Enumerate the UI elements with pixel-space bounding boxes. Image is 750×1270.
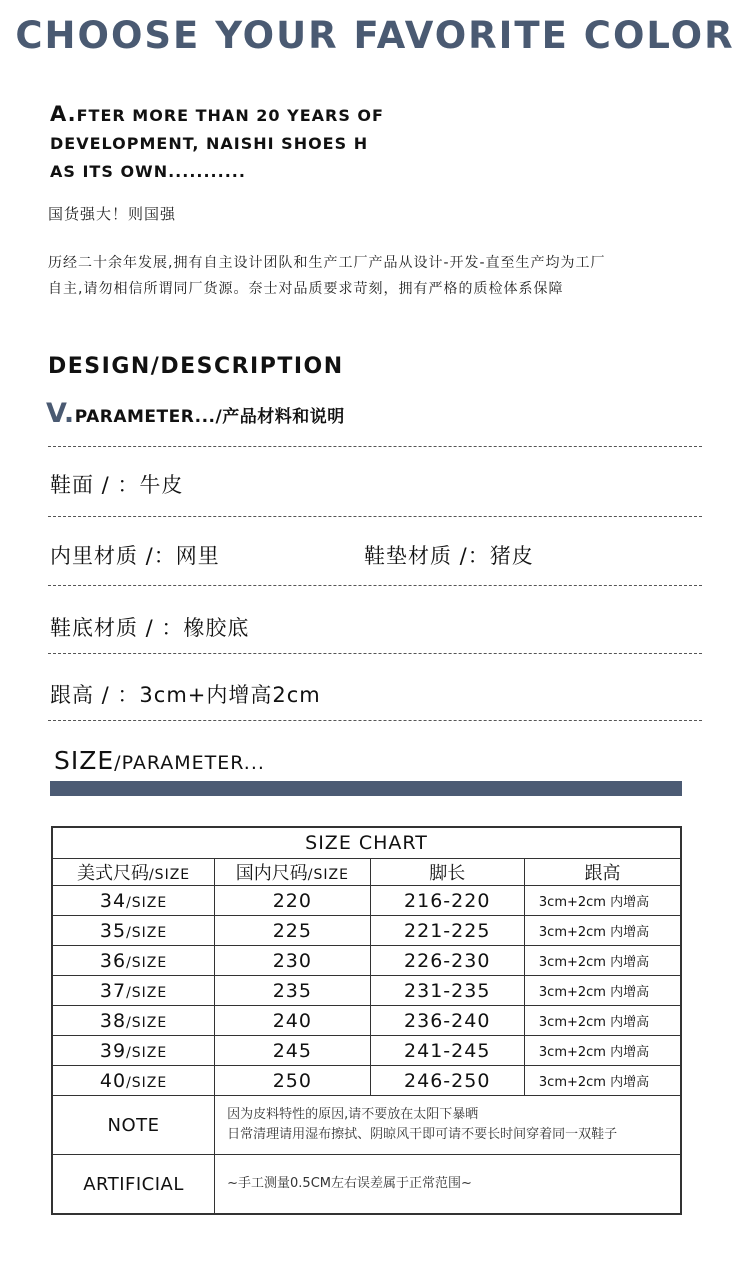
table-row — [52, 976, 681, 1006]
divider — [48, 516, 702, 517]
heel-height-cell — [524, 886, 681, 916]
size-heading — [54, 746, 265, 775]
note-line-1: 因为皮料特性的原因,请不要放在太阳下暴晒 — [227, 1107, 479, 1122]
us-size-value: 35 — [99, 919, 127, 942]
heel-height-cell — [524, 1066, 681, 1096]
domestic-size-value: 250 — [272, 1069, 312, 1092]
parameter-cap: V. — [46, 398, 75, 429]
note-row — [52, 1096, 681, 1155]
heel-height-cell — [524, 916, 681, 946]
section-bar — [50, 781, 682, 796]
size-suffix: /SIZE — [126, 954, 168, 971]
size-suffix: /SIZE — [126, 1044, 168, 1061]
foot-length-value: 231-235 — [404, 979, 491, 1002]
table-row — [52, 1066, 681, 1096]
header-domestic-size-suffix: /SIZE — [307, 867, 349, 883]
parameter-heading — [46, 398, 345, 429]
heel-height-value: 3cm+2cm 内增高 — [538, 895, 650, 910]
us-size-value: 34 — [99, 889, 127, 912]
slogan: 国货强大！则国强 — [48, 205, 177, 223]
domestic-size-cell — [215, 1036, 370, 1066]
domestic-size-value: 225 — [272, 919, 312, 942]
us-size-value: 40 — [99, 1069, 127, 1092]
divider — [48, 720, 702, 721]
table-row — [52, 946, 681, 976]
foot-length-cell — [370, 1006, 524, 1036]
heel-height-cell — [524, 946, 681, 976]
intro-line-1 — [50, 100, 470, 130]
param-sole: 鞋底材质 / ：橡胶底 — [50, 616, 250, 640]
divider — [48, 585, 702, 586]
foot-length-cell — [370, 946, 524, 976]
foot-length-cell — [370, 916, 524, 946]
foot-length-value: 241-245 — [404, 1039, 491, 1062]
table-row — [52, 886, 681, 916]
foot-length-cell — [370, 886, 524, 916]
size-chart-table — [51, 826, 682, 1215]
us-size-cell — [52, 1036, 215, 1066]
domestic-size-value: 245 — [272, 1039, 312, 1062]
header-us-size-cn: 美式尺码 — [76, 863, 149, 884]
heel-height-cell — [524, 976, 681, 1006]
us-size-cell — [52, 1066, 215, 1096]
intro-line-2: DEVELOPMENT, NAISHI SHOES H — [50, 134, 369, 153]
heel-height-value: 3cm+2cm 内增高 — [538, 1075, 650, 1090]
us-size-value: 39 — [99, 1039, 127, 1062]
size-suffix: /SIZE — [126, 1014, 168, 1031]
heel-height-cell — [524, 1036, 681, 1066]
divider — [48, 653, 702, 654]
us-size-cell — [52, 976, 215, 1006]
foot-length-value: 221-225 — [404, 919, 491, 942]
size-suffix: /SIZE — [126, 984, 168, 1001]
brand-paragraph — [48, 250, 708, 302]
intro-cap: A. — [50, 102, 77, 126]
heel-height-cell — [524, 1006, 681, 1036]
foot-length-value: 216-220 — [404, 889, 491, 912]
us-size-cell — [52, 916, 215, 946]
intro-line-3: AS ITS OWN........... — [50, 162, 246, 181]
header-us-size-suffix: /SIZE — [148, 867, 191, 883]
heel-height-value: 3cm+2cm 内增高 — [538, 1045, 650, 1060]
intro-text — [50, 100, 470, 186]
size-heading-big: SIZE — [54, 746, 115, 775]
us-size-cell — [52, 1006, 215, 1036]
size-suffix: /SIZE — [126, 1074, 168, 1091]
header-us-size — [52, 859, 215, 886]
heel-height-value: 3cm+2cm 内增高 — [538, 985, 650, 1000]
divider — [48, 446, 702, 447]
table-row — [52, 1006, 681, 1036]
heel-height-value: 3cm+2cm 内增高 — [538, 925, 650, 940]
header-heel-height: 跟高 — [524, 859, 681, 886]
table-row — [52, 1036, 681, 1066]
size-suffix: /SIZE — [126, 894, 168, 911]
heel-height-value: 3cm+2cm 内增高 — [538, 1015, 650, 1030]
param-upper: 鞋面 / ：牛皮 — [50, 473, 184, 497]
header-domestic-size-cn: 国内尺码 — [235, 863, 308, 884]
foot-length-cell — [370, 1036, 524, 1066]
domestic-size-cell — [215, 886, 370, 916]
note-text — [215, 1096, 681, 1155]
domestic-size-cell — [215, 1006, 370, 1036]
us-size-cell — [52, 946, 215, 976]
domestic-size-cell — [215, 1066, 370, 1096]
heel-height-value: 3cm+2cm 内增高 — [538, 955, 650, 970]
param-heel: 跟高 / ：3cm+内增高2cm — [50, 683, 321, 707]
artificial-label: ARTIFICIAL — [52, 1155, 215, 1215]
artificial-row — [52, 1155, 681, 1215]
parameter-heading-text: PARAMETER.../产品材料和说明 — [74, 407, 345, 427]
us-size-value: 37 — [99, 979, 127, 1002]
size-suffix: /SIZE — [126, 924, 168, 941]
us-size-value: 38 — [99, 1009, 127, 1032]
domestic-size-value: 235 — [272, 979, 312, 1002]
paragraph-line-1: 历经二十余年发展,拥有自主设计团队和生产工厂产品从设计-开发-直至生产均为工厂 — [48, 255, 606, 271]
artificial-text: ~手工测量0.5CM左右误差属于正常范围~ — [215, 1155, 681, 1215]
domestic-size-value: 230 — [272, 949, 312, 972]
table-row — [52, 916, 681, 946]
domestic-size-value: 240 — [272, 1009, 312, 1032]
header-domestic-size — [215, 859, 370, 886]
us-size-cell — [52, 886, 215, 916]
foot-length-cell — [370, 976, 524, 1006]
param-lining: 内里材质 /：网里 — [50, 544, 220, 568]
domestic-size-value: 220 — [272, 889, 312, 912]
size-heading-small: /PARAMETER... — [114, 752, 265, 774]
domestic-size-cell — [215, 976, 370, 1006]
size-chart-title: SIZE CHART — [52, 827, 681, 859]
us-size-value: 36 — [99, 949, 127, 972]
foot-length-cell — [370, 1066, 524, 1096]
design-heading: DESIGN/DESCRIPTION — [48, 354, 344, 379]
note-line-2: 日常清理请用湿布擦拭、阴晾风干即可请不要长时间穿着同一双鞋子 — [227, 1127, 618, 1142]
foot-length-value: 226-230 — [404, 949, 491, 972]
foot-length-value: 236-240 — [404, 1009, 491, 1032]
intro-line-1-text: FTER MORE THAN 20 YEARS OF — [76, 106, 384, 125]
param-insole: 鞋垫材质 /：猪皮 — [364, 544, 534, 568]
table-header-row — [52, 859, 681, 886]
header-foot-length: 脚长 — [370, 859, 524, 886]
foot-length-value: 246-250 — [404, 1069, 491, 1092]
paragraph-line-2: 自主,请勿相信所谓同厂货源。奈士对品质要求苛刻，拥有严格的质检体系保障 — [48, 281, 564, 297]
page-title: CHOOSE YOUR FAVORITE COLOR — [15, 14, 735, 57]
note-label: NOTE — [52, 1096, 215, 1155]
domestic-size-cell — [215, 946, 370, 976]
domestic-size-cell — [215, 916, 370, 946]
